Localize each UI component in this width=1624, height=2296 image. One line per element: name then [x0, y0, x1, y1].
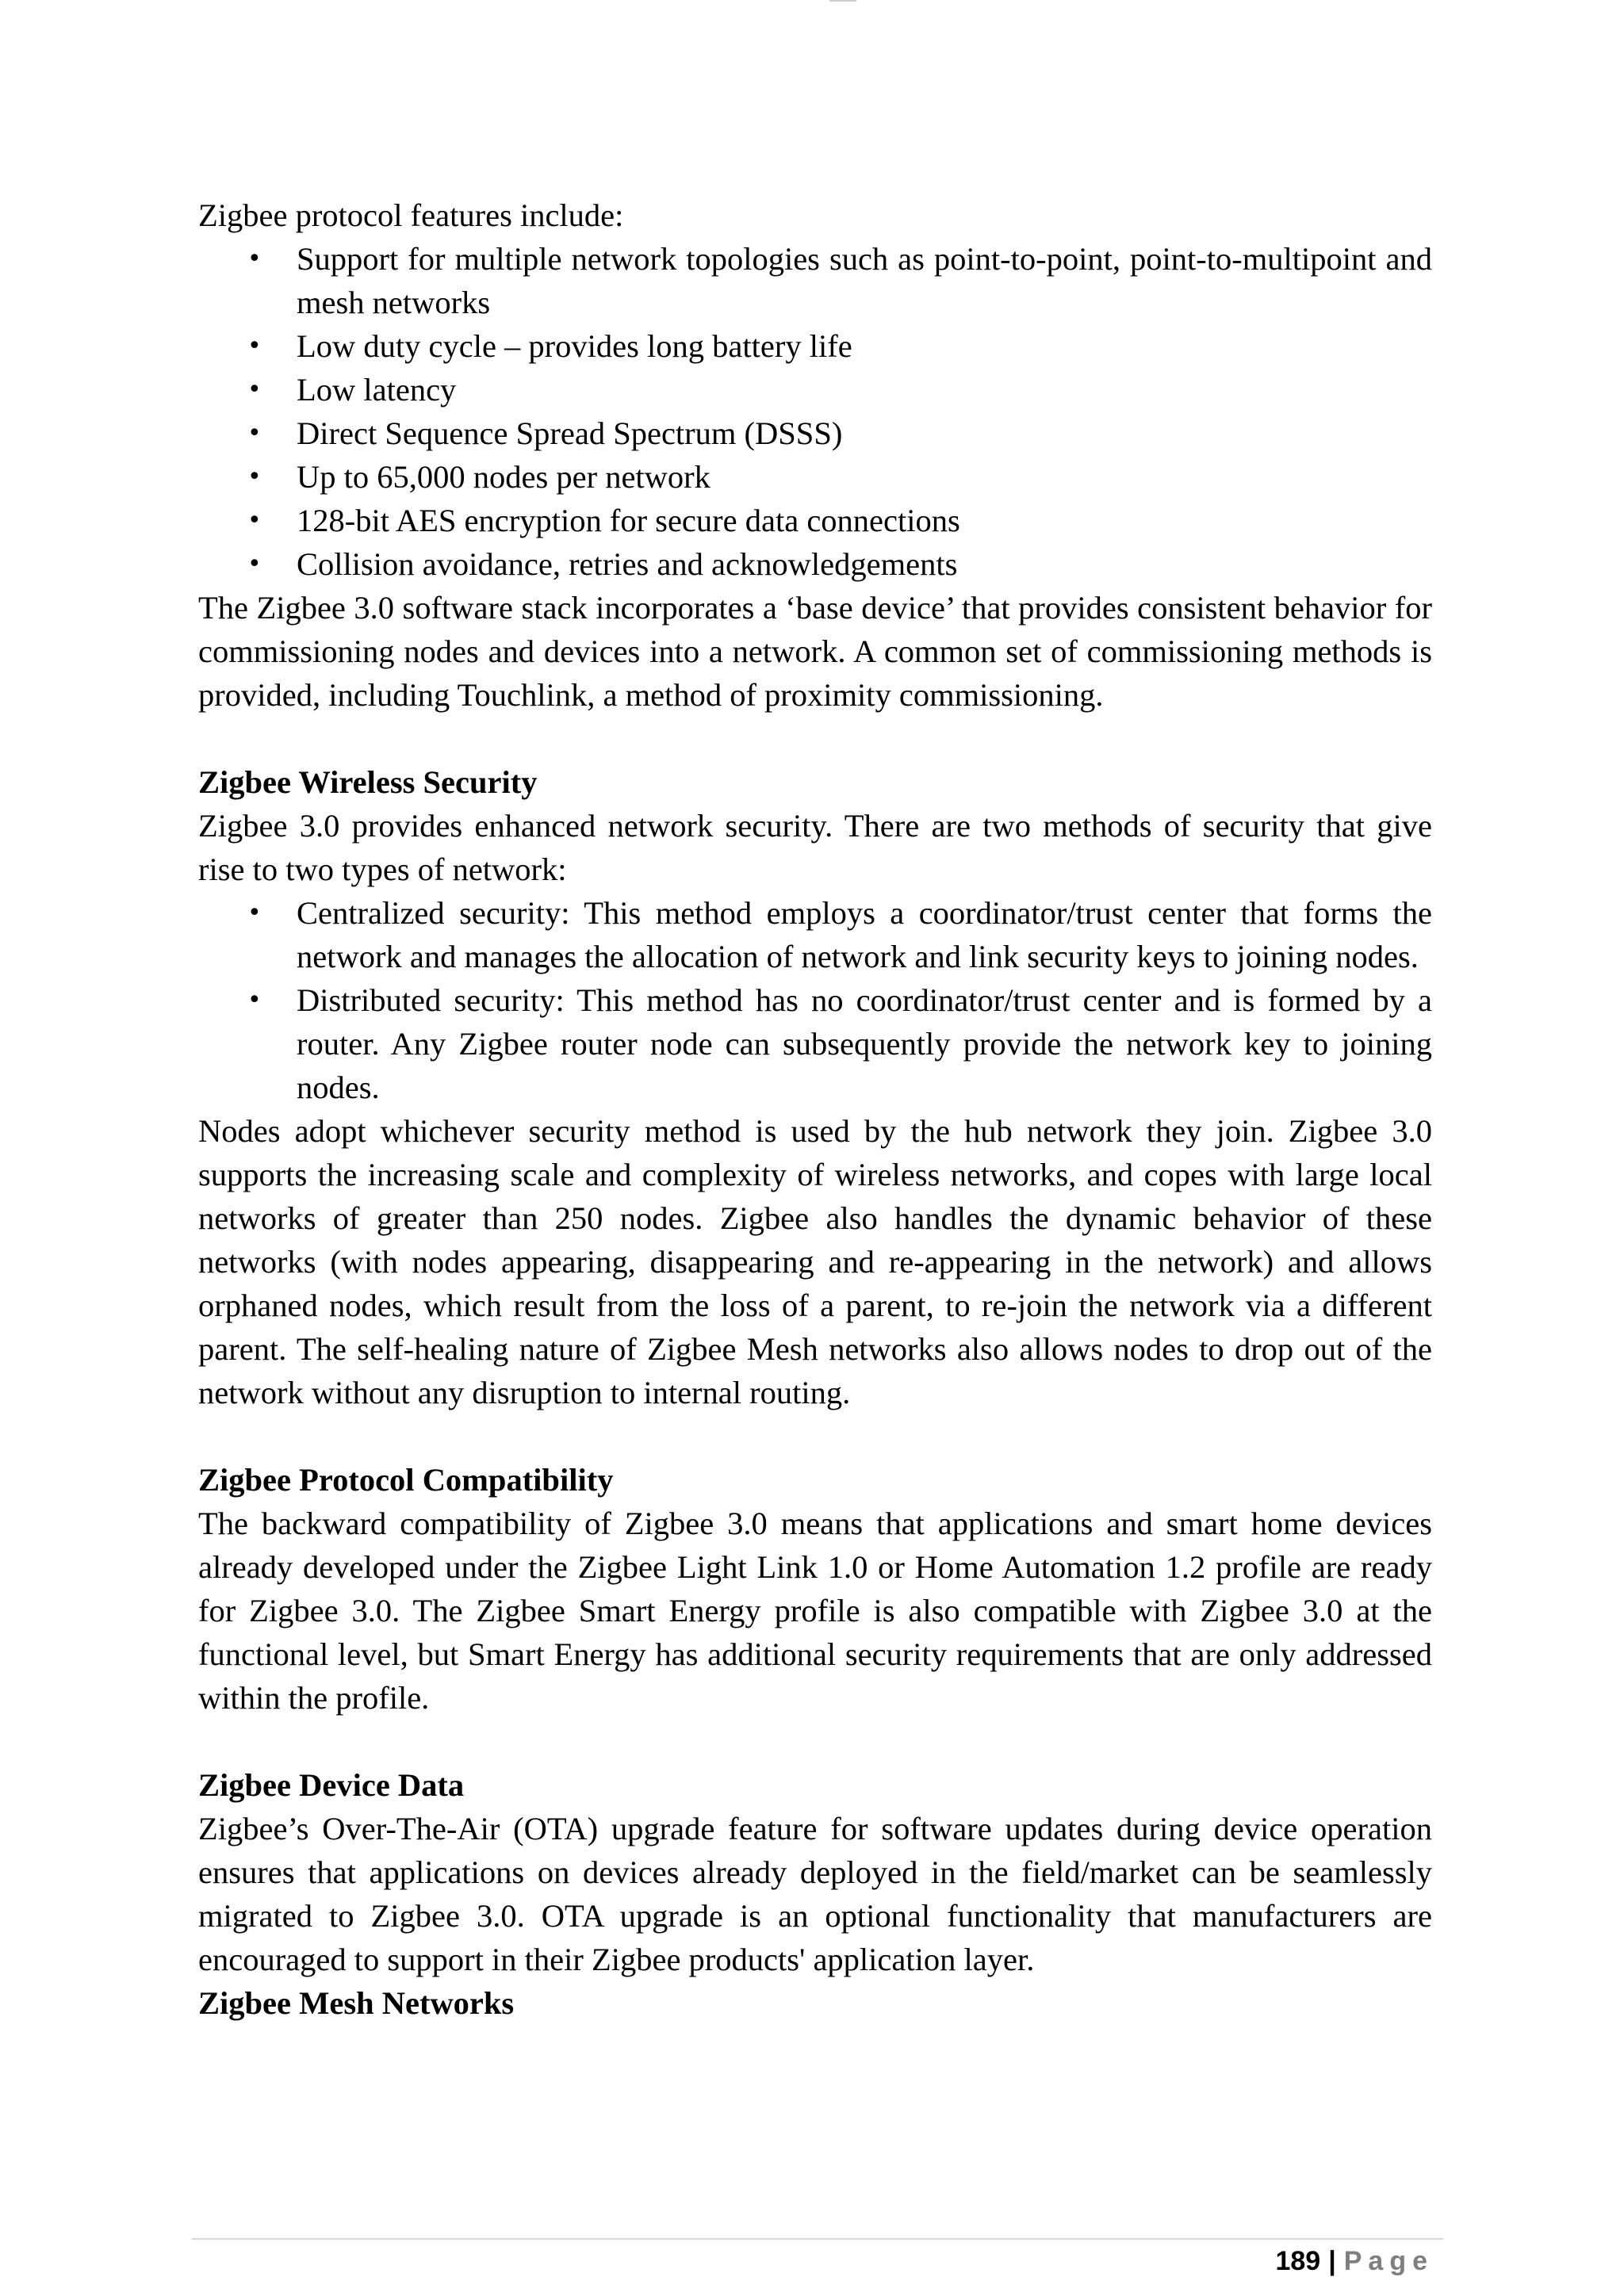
feature-item: • Support for multiple network topologies such as point-to-point, point-to-multipoint and mesh networks: [297, 237, 1432, 324]
security-item: • Distributed security: This method has no coordinator/trust center and is formed by a router. Any Zigbee router node can subsequently provide the network key to joining nodes.: [297, 978, 1432, 1109]
device-data-heading: Zigbee Device Data: [198, 1767, 465, 1803]
features-intro: Zigbee protocol features include:: [198, 197, 624, 233]
security-item: • Centralized security: This method employs a coordinator/trust center that forms the network and manages the allocation of network and link security keys to joining nodes.: [297, 891, 1432, 978]
page-content: [198, 193, 1432, 2025]
security-paragraph: Nodes adopt whichever security method is used by the hub network they join. Zigbee 3.0 supports the increasing scale and complexity of wireless networks, and copes with large local networks of greater than 250 nodes. Zigbee also handles the dynamic behavior of these networks (with nodes appearing, disappearing and re-appearing in the network) and allows orphaned nodes, which result from the loss of a parent, to re-join the network via a different parent. The self-healing nature of Zigbee Mesh networks also allows nodes to drop out of the network without any disruption to internal routing.: [198, 1113, 1432, 1410]
footer-divider: [192, 2238, 1443, 2240]
device-data-paragraph: Zigbee’s Over-The-Air (OTA) upgrade feature for software updates during device operation ensures that applications on devices already deployed in the field/market can be seamlessly migrated to Zigbee 3.0. OTA upgrade is an optional functionality that manufacturers are encouraged to support in their Zigbee products' application layer.: [198, 1811, 1432, 1977]
feature-item: • 128-bit AES encryption for secure data connections: [297, 499, 1432, 542]
mesh-heading: Zigbee Mesh Networks: [198, 1985, 515, 2021]
security-heading: Zigbee Wireless Security: [198, 764, 538, 800]
stack-paragraph: The Zigbee 3.0 software stack incorporates a ‘base device’ that provides consistent behavior for commissioning nodes and devices into a network. A common set of commissioning methods is provided, including Touchlink, a method of proximity commissioning.: [198, 590, 1432, 713]
header-mark: [829, 0, 856, 2]
page-label: Page: [1343, 2246, 1434, 2276]
footer-separator: |: [1328, 2246, 1336, 2276]
page-footer: [1275, 2244, 1434, 2279]
compatibility-paragraph: The backward compatibility of Zigbee 3.0 means that applications and smart home devices already developed under the Zigbee Light Link 1.0 or Home Automation 1.2 profile are ready for Zigbee 3.0. The Zigbee Smart Energy profile is also compatible with Zigbee 3.0 at the functional level, but Smart Energy has additional security requirements that are only addressed within the profile.: [198, 1506, 1432, 1716]
feature-item: • Low duty cycle – provides long battery life: [297, 324, 1432, 368]
security-list: [198, 891, 1432, 1109]
compatibility-heading: Zigbee Protocol Compatibility: [198, 1462, 614, 1498]
security-intro: Zigbee 3.0 provides enhanced network security. There are two methods of security that give rise to two types of network:: [198, 808, 1432, 887]
page-number: 189: [1275, 2246, 1321, 2276]
feature-item: • Collision avoidance, retries and acknowledgements: [297, 542, 1432, 586]
feature-item: • Low latency: [297, 368, 1432, 411]
feature-item: • Direct Sequence Spread Spectrum (DSSS): [297, 411, 1432, 455]
features-list: [198, 237, 1432, 586]
feature-item: • Up to 65,000 nodes per network: [297, 455, 1432, 499]
